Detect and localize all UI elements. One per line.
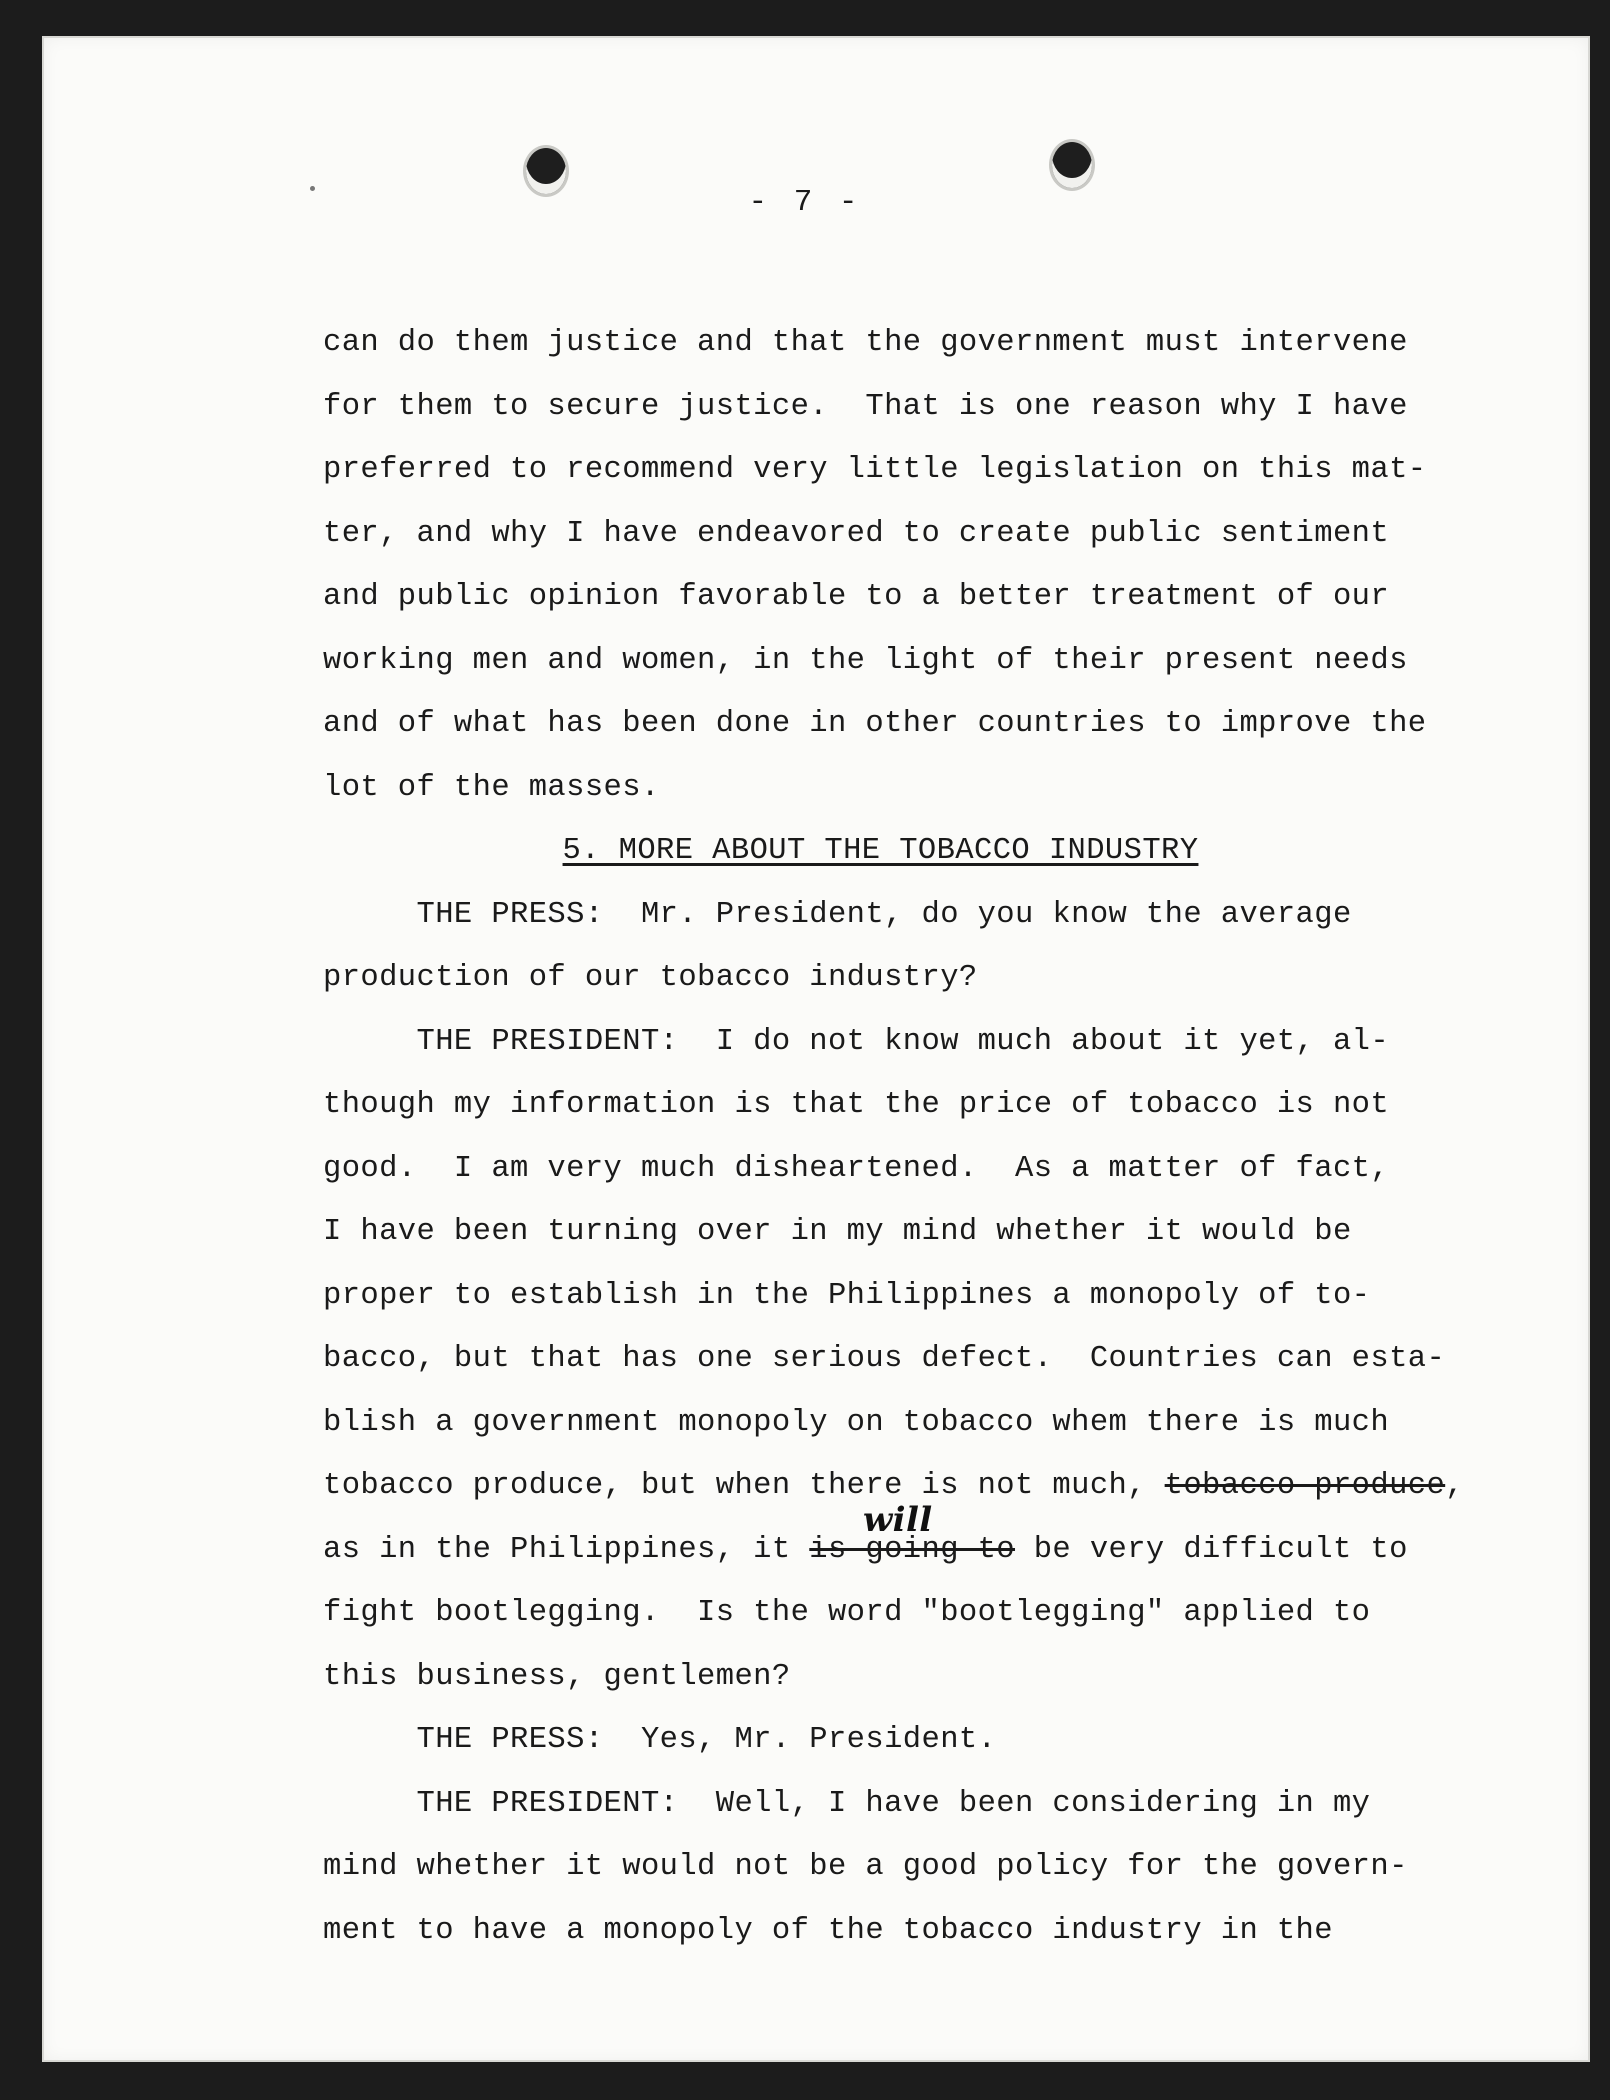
text-line: bacco, but that has one serious defect. Countries can esta- [323, 1342, 1446, 1376]
text-line: lot of the masses. [323, 770, 660, 805]
binder-hole-right [1052, 142, 1092, 188]
text-line: though my information is that the price of tobacco is not [323, 1088, 1390, 1122]
text-line: working men and women, in the light of their present needs [323, 643, 1408, 678]
struck-text: is going to [809, 1532, 1016, 1567]
edited-line [323, 1499, 1483, 1583]
text-line: proper to establish in the Philippines a monopoly of to- [323, 1278, 1371, 1313]
text-segment: , [1445, 1469, 1464, 1503]
text-line: this business, gentlemen? [323, 1659, 791, 1694]
text-line: fight bootlegging. Is the word "bootlegging" applied to [323, 1596, 1371, 1630]
text-line: good. I am very much disheartened. As a matter of fact, [323, 1151, 1390, 1186]
text-line: and public opinion favorable to a better treatment of our [323, 580, 1390, 614]
text-line: ter, and why I have endeavored to create public sentiment [323, 516, 1390, 551]
handwritten-insertion: will [863, 1499, 933, 1540]
text-line: THE PRESS: Yes, Mr. President. [323, 1723, 997, 1757]
text-line: for them to secure justice. That is one reason why I have [323, 389, 1408, 424]
text-line: mind whether it would not be a good policy for the govern- [323, 1850, 1408, 1884]
text-line: and of what has been done in other countries to improve the [323, 707, 1427, 741]
text-line: production of our tobacco industry? [323, 961, 978, 995]
text-line: preferred to recommend very little legislation on this mat- [323, 453, 1427, 487]
text-line: THE PRESIDENT: I do not know much about it yet, al- [323, 1024, 1390, 1059]
text-segment: tobacco produce, but when there is not much, [323, 1469, 1146, 1503]
text-line: ment to have a monopoly of the tobacco industry in the [323, 1913, 1333, 1948]
text-line: THE PRESIDENT: Well, I have been considering in my [323, 1786, 1371, 1821]
text-segment: as in the Philippines, it [323, 1532, 810, 1567]
section-heading: 5. MORE ABOUT THE TOBACCO INDUSTRY [562, 834, 1199, 868]
text-line: THE PRESS: Mr. President, do you know the average [323, 897, 1352, 932]
text-line: blish a government monopoly on tobacco whem there is much [323, 1405, 1390, 1440]
text-segment: be very difficult to [1015, 1532, 1408, 1567]
text-line: can do them justice and that the government must intervene [323, 326, 1408, 360]
text-line: I have been turning over in my mind whether it would be [323, 1215, 1352, 1249]
struck-text: tobacco produce [1164, 1469, 1446, 1503]
transcript-body [323, 312, 1483, 1963]
page-number: - 7 - [748, 185, 862, 220]
